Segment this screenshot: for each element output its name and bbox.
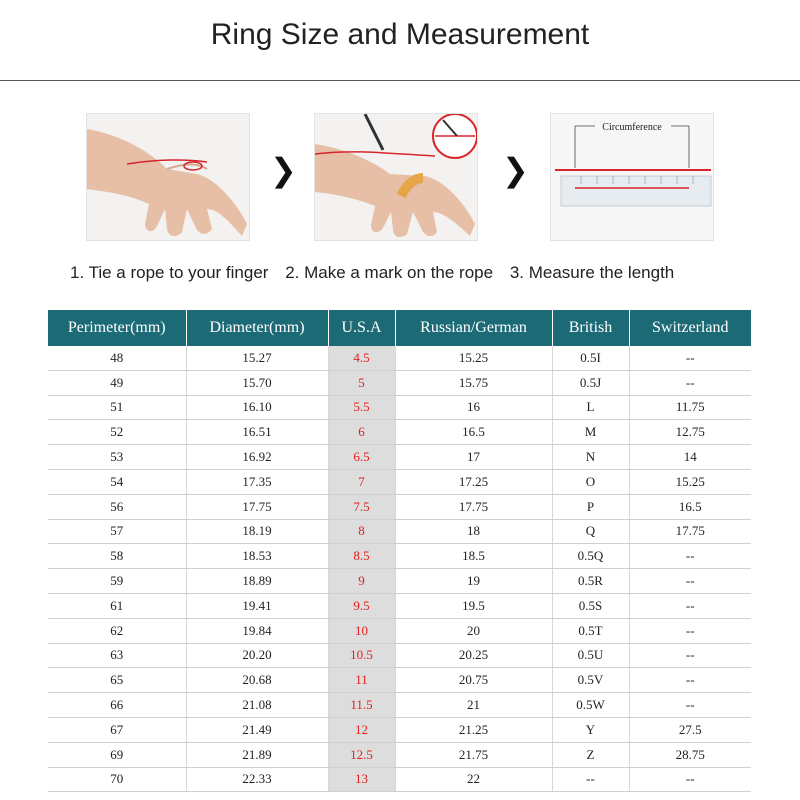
cell-perimeter: 65 — [48, 668, 186, 693]
cell-russian-german: 17.75 — [395, 494, 552, 519]
cell-russian-german: 19 — [395, 569, 552, 594]
table-row — [48, 643, 751, 668]
cell-russian-german: 19.5 — [395, 593, 552, 618]
cell-diameter: 22.33 — [186, 767, 328, 792]
cell-switzerland: -- — [629, 643, 751, 668]
cell-british: -- — [552, 767, 629, 792]
cell-usa: 7.5 — [328, 494, 395, 519]
cell-usa: 11.5 — [328, 693, 395, 718]
cell-russian-german: 18.5 — [395, 544, 552, 569]
cell-switzerland: 17.75 — [629, 519, 751, 544]
cell-british: L — [552, 395, 629, 420]
cell-perimeter: 53 — [48, 445, 186, 470]
cell-diameter: 19.84 — [186, 618, 328, 643]
cell-usa: 13 — [328, 767, 395, 792]
arrow-icon-1: ❯ — [270, 151, 297, 189]
cell-russian-german: 20 — [395, 618, 552, 643]
cell-british: Y — [552, 717, 629, 742]
cell-diameter: 17.75 — [186, 494, 328, 519]
cell-perimeter: 69 — [48, 742, 186, 767]
cell-british: O — [552, 469, 629, 494]
step-3-caption: 3. Measure the length — [509, 263, 675, 282]
table-row — [48, 370, 751, 395]
cell-switzerland: 14 — [629, 445, 751, 470]
cell-switzerland: 12.75 — [629, 420, 751, 445]
cell-british: N — [552, 445, 629, 470]
title-divider — [0, 80, 800, 81]
cell-perimeter: 61 — [48, 593, 186, 618]
cell-diameter: 18.53 — [186, 544, 328, 569]
cell-perimeter: 49 — [48, 370, 186, 395]
table-row — [48, 717, 751, 742]
table-body — [48, 346, 751, 792]
header-russian-german: Russian/German — [395, 310, 552, 346]
cell-perimeter: 63 — [48, 643, 186, 668]
cell-diameter: 17.35 — [186, 469, 328, 494]
cell-switzerland: 11.75 — [629, 395, 751, 420]
table-row — [48, 420, 751, 445]
arrow-icon-2: ❯ — [502, 151, 529, 189]
cell-perimeter: 56 — [48, 494, 186, 519]
cell-british: 0.5T — [552, 618, 629, 643]
cell-usa: 9 — [328, 569, 395, 594]
cell-switzerland: 27.5 — [629, 717, 751, 742]
cell-british: 0.5S — [552, 593, 629, 618]
step-2-marking-photo — [314, 113, 478, 241]
cell-usa: 7 — [328, 469, 395, 494]
cell-diameter: 21.08 — [186, 693, 328, 718]
cell-usa: 8 — [328, 519, 395, 544]
cell-switzerland: -- — [629, 370, 751, 395]
cell-perimeter: 70 — [48, 767, 186, 792]
step-1-hand-photo — [86, 113, 250, 241]
cell-switzerland: -- — [629, 544, 751, 569]
cell-switzerland: 16.5 — [629, 494, 751, 519]
cell-british: 0.5J — [552, 370, 629, 395]
cell-russian-german: 15.75 — [395, 370, 552, 395]
cell-diameter: 21.89 — [186, 742, 328, 767]
cell-switzerland: -- — [629, 693, 751, 718]
step-1-caption: 1. Tie a rope to your finger — [70, 263, 269, 282]
cell-usa: 10.5 — [328, 643, 395, 668]
table-header-row — [48, 310, 751, 346]
cell-switzerland: -- — [629, 618, 751, 643]
cell-usa: 5.5 — [328, 395, 395, 420]
cell-british: Q — [552, 519, 629, 544]
cell-switzerland: -- — [629, 569, 751, 594]
cell-british: 0.5R — [552, 569, 629, 594]
cell-british: 0.5I — [552, 346, 629, 370]
cell-usa: 5 — [328, 370, 395, 395]
cell-british: P — [552, 494, 629, 519]
table-row — [48, 494, 751, 519]
page-title: Ring Size and Measurement — [210, 18, 590, 51]
table-row — [48, 469, 751, 494]
table-row — [48, 767, 751, 792]
step-3-ruler-photo — [550, 113, 714, 241]
cell-diameter: 19.41 — [186, 593, 328, 618]
cell-british: M — [552, 420, 629, 445]
cell-switzerland: 28.75 — [629, 742, 751, 767]
cell-russian-german: 21.75 — [395, 742, 552, 767]
ring-size-table — [48, 310, 751, 792]
cell-diameter: 20.68 — [186, 668, 328, 693]
cell-switzerland: -- — [629, 668, 751, 693]
header-perimeter: Perimeter(mm) — [48, 310, 186, 346]
cell-usa: 11 — [328, 668, 395, 693]
cell-british: 0.5Q — [552, 544, 629, 569]
cell-perimeter: 66 — [48, 693, 186, 718]
header-usa: U.S.A — [328, 310, 395, 346]
cell-british: 0.5U — [552, 643, 629, 668]
cell-perimeter: 59 — [48, 569, 186, 594]
table-row — [48, 742, 751, 767]
cell-british: 0.5W — [552, 693, 629, 718]
cell-diameter: 16.10 — [186, 395, 328, 420]
cell-russian-german: 20.25 — [395, 643, 552, 668]
cell-perimeter: 52 — [48, 420, 186, 445]
cell-diameter: 15.27 — [186, 346, 328, 370]
cell-usa: 10 — [328, 618, 395, 643]
table-row — [48, 519, 751, 544]
cell-russian-german: 16 — [395, 395, 552, 420]
header-switzerland: Switzerland — [629, 310, 751, 346]
table-row — [48, 569, 751, 594]
step-2-caption: 2. Make a mark on the rope — [285, 263, 494, 282]
table-row — [48, 693, 751, 718]
table-row — [48, 593, 751, 618]
cell-switzerland: -- — [629, 593, 751, 618]
cell-usa: 12 — [328, 717, 395, 742]
cell-perimeter: 54 — [48, 469, 186, 494]
cell-usa: 8.5 — [328, 544, 395, 569]
table-row — [48, 668, 751, 693]
cell-perimeter: 67 — [48, 717, 186, 742]
cell-perimeter: 57 — [48, 519, 186, 544]
cell-russian-german: 21 — [395, 693, 552, 718]
cell-diameter: 20.20 — [186, 643, 328, 668]
header-british: British — [552, 310, 629, 346]
cell-russian-german: 15.25 — [395, 346, 552, 370]
cell-diameter: 18.19 — [186, 519, 328, 544]
cell-diameter: 16.51 — [186, 420, 328, 445]
cell-diameter: 16.92 — [186, 445, 328, 470]
table-row — [48, 346, 751, 370]
cell-perimeter: 48 — [48, 346, 186, 370]
cell-switzerland: -- — [629, 346, 751, 370]
table-row — [48, 618, 751, 643]
step-captions — [70, 263, 770, 283]
cell-russian-german: 20.75 — [395, 668, 552, 693]
cell-diameter: 18.89 — [186, 569, 328, 594]
cell-usa: 9.5 — [328, 593, 395, 618]
cell-russian-german: 17 — [395, 445, 552, 470]
cell-perimeter: 51 — [48, 395, 186, 420]
table-row — [48, 395, 751, 420]
header-diameter: Diameter(mm) — [186, 310, 328, 346]
cell-perimeter: 58 — [48, 544, 186, 569]
cell-usa: 4.5 — [328, 346, 395, 370]
circumference-label: Circumference — [602, 122, 662, 133]
table-row — [48, 445, 751, 470]
cell-switzerland: -- — [629, 767, 751, 792]
cell-russian-german: 17.25 — [395, 469, 552, 494]
cell-russian-german: 16.5 — [395, 420, 552, 445]
cell-switzerland: 15.25 — [629, 469, 751, 494]
cell-russian-german: 22 — [395, 767, 552, 792]
cell-diameter: 15.70 — [186, 370, 328, 395]
cell-usa: 6 — [328, 420, 395, 445]
cell-russian-german: 21.25 — [395, 717, 552, 742]
cell-usa: 6.5 — [328, 445, 395, 470]
cell-usa: 12.5 — [328, 742, 395, 767]
cell-perimeter: 62 — [48, 618, 186, 643]
table-row — [48, 544, 751, 569]
cell-diameter: 21.49 — [186, 717, 328, 742]
cell-british: Z — [552, 742, 629, 767]
cell-russian-german: 18 — [395, 519, 552, 544]
cell-british: 0.5V — [552, 668, 629, 693]
